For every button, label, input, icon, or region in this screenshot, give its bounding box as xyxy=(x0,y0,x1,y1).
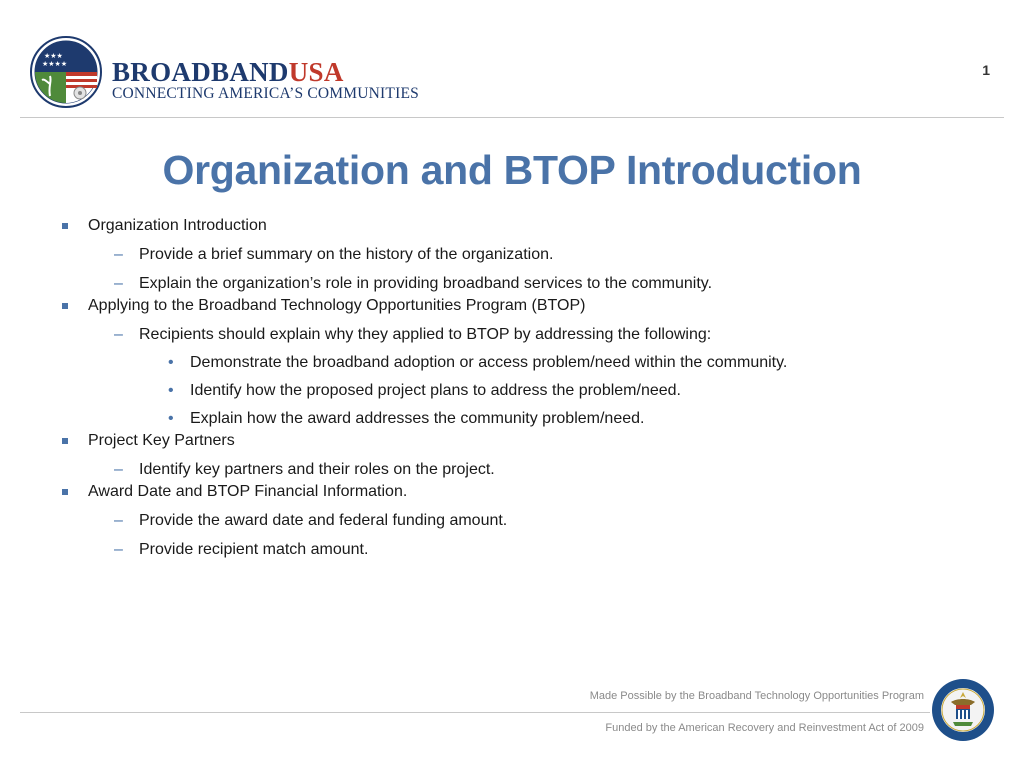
square-bullet-icon xyxy=(62,223,68,229)
dash-bullet-icon: – xyxy=(114,541,123,558)
sub-sub-bullet-text: Explain how the award addresses the community problem/need. xyxy=(190,410,645,427)
bullet-item xyxy=(60,481,980,503)
bullet-item xyxy=(60,430,980,452)
dot-bullet-icon: • xyxy=(168,354,174,371)
square-bullet-icon xyxy=(62,438,68,444)
sub-sub-bullet-item xyxy=(60,352,980,374)
dot-bullet-icon: • xyxy=(168,382,174,399)
sub-bullet-text: Provide a brief summary on the history of the organization. xyxy=(139,246,554,263)
recovery-seal-icon xyxy=(30,36,102,108)
svg-text:★★★: ★★★ xyxy=(44,52,63,60)
bullet-text: Award Date and BTOP Financial Information. xyxy=(88,483,408,500)
sub-bullet-item xyxy=(60,539,980,561)
sub-bullet-text: Provide recipient match amount. xyxy=(139,541,369,558)
sub-sub-bullet-item xyxy=(60,380,980,402)
brand-lockup xyxy=(112,58,419,103)
section-applying-to-btop xyxy=(60,295,980,430)
bullet-item xyxy=(60,295,980,317)
slide-number: 1 xyxy=(982,62,990,78)
square-bullet-icon xyxy=(62,303,68,309)
footer-funding-credit: Funded by the American Recovery and Reinvestment Act of 2009 xyxy=(605,722,924,734)
dash-bullet-icon: – xyxy=(114,512,123,529)
bullet-item xyxy=(60,215,980,237)
brand-accent: USA xyxy=(288,57,344,87)
footer-divider xyxy=(20,712,930,713)
sub-bullet-item xyxy=(60,510,980,532)
sub-bullet-item xyxy=(60,324,980,346)
dash-bullet-icon: – xyxy=(114,326,123,343)
dash-bullet-icon: – xyxy=(114,461,123,478)
sub-bullet-item xyxy=(60,244,980,266)
sub-sub-bullet-text: Identify how the proposed project plans to address the problem/need. xyxy=(190,382,681,399)
slide-content xyxy=(60,215,980,561)
bullet-text: Project Key Partners xyxy=(88,432,235,449)
sub-bullet-item xyxy=(60,459,980,481)
square-bullet-icon xyxy=(62,489,68,495)
sub-bullet-text: Explain the organization’s role in providing broadband services to the community. xyxy=(139,275,713,292)
footer-program-credit: Made Possible by the Broadband Technology Opportunities Program xyxy=(589,690,924,702)
header-divider xyxy=(20,117,1004,118)
section-organization-introduction xyxy=(60,215,980,295)
sub-sub-bullet-text: Demonstrate the broadband adoption or access problem/need within the community. xyxy=(190,354,788,371)
section-project-key-partners xyxy=(60,430,980,481)
bullet-text: Organization Introduction xyxy=(88,217,267,234)
section-award-date-financial xyxy=(60,481,980,561)
bullet-text: Applying to the Broadband Technology Opportunities Program (BTOP) xyxy=(88,297,586,314)
sub-bullet-text: Recipients should explain why they applied to BTOP by addressing the following: xyxy=(139,326,712,343)
sub-bullet-item xyxy=(60,273,980,295)
brand-primary: BROADBAND xyxy=(112,57,289,87)
brand-name xyxy=(112,58,419,86)
sub-bullet-text: Identify key partners and their roles on the project. xyxy=(139,461,495,478)
svg-text:★★★★: ★★★★ xyxy=(42,60,68,68)
dot-bullet-icon: • xyxy=(168,410,174,427)
sub-bullet-text: Provide the award date and federal funding amount. xyxy=(139,512,508,529)
slide-title: Organization and BTOP Introduction xyxy=(162,147,862,193)
dash-bullet-icon: – xyxy=(114,275,123,292)
department-of-commerce-seal-icon xyxy=(931,678,995,742)
brand-tagline: CONNECTING AMERICA’S COMMUNITIES xyxy=(112,85,419,102)
sub-sub-bullet-item xyxy=(60,408,980,430)
dash-bullet-icon: – xyxy=(114,246,123,263)
